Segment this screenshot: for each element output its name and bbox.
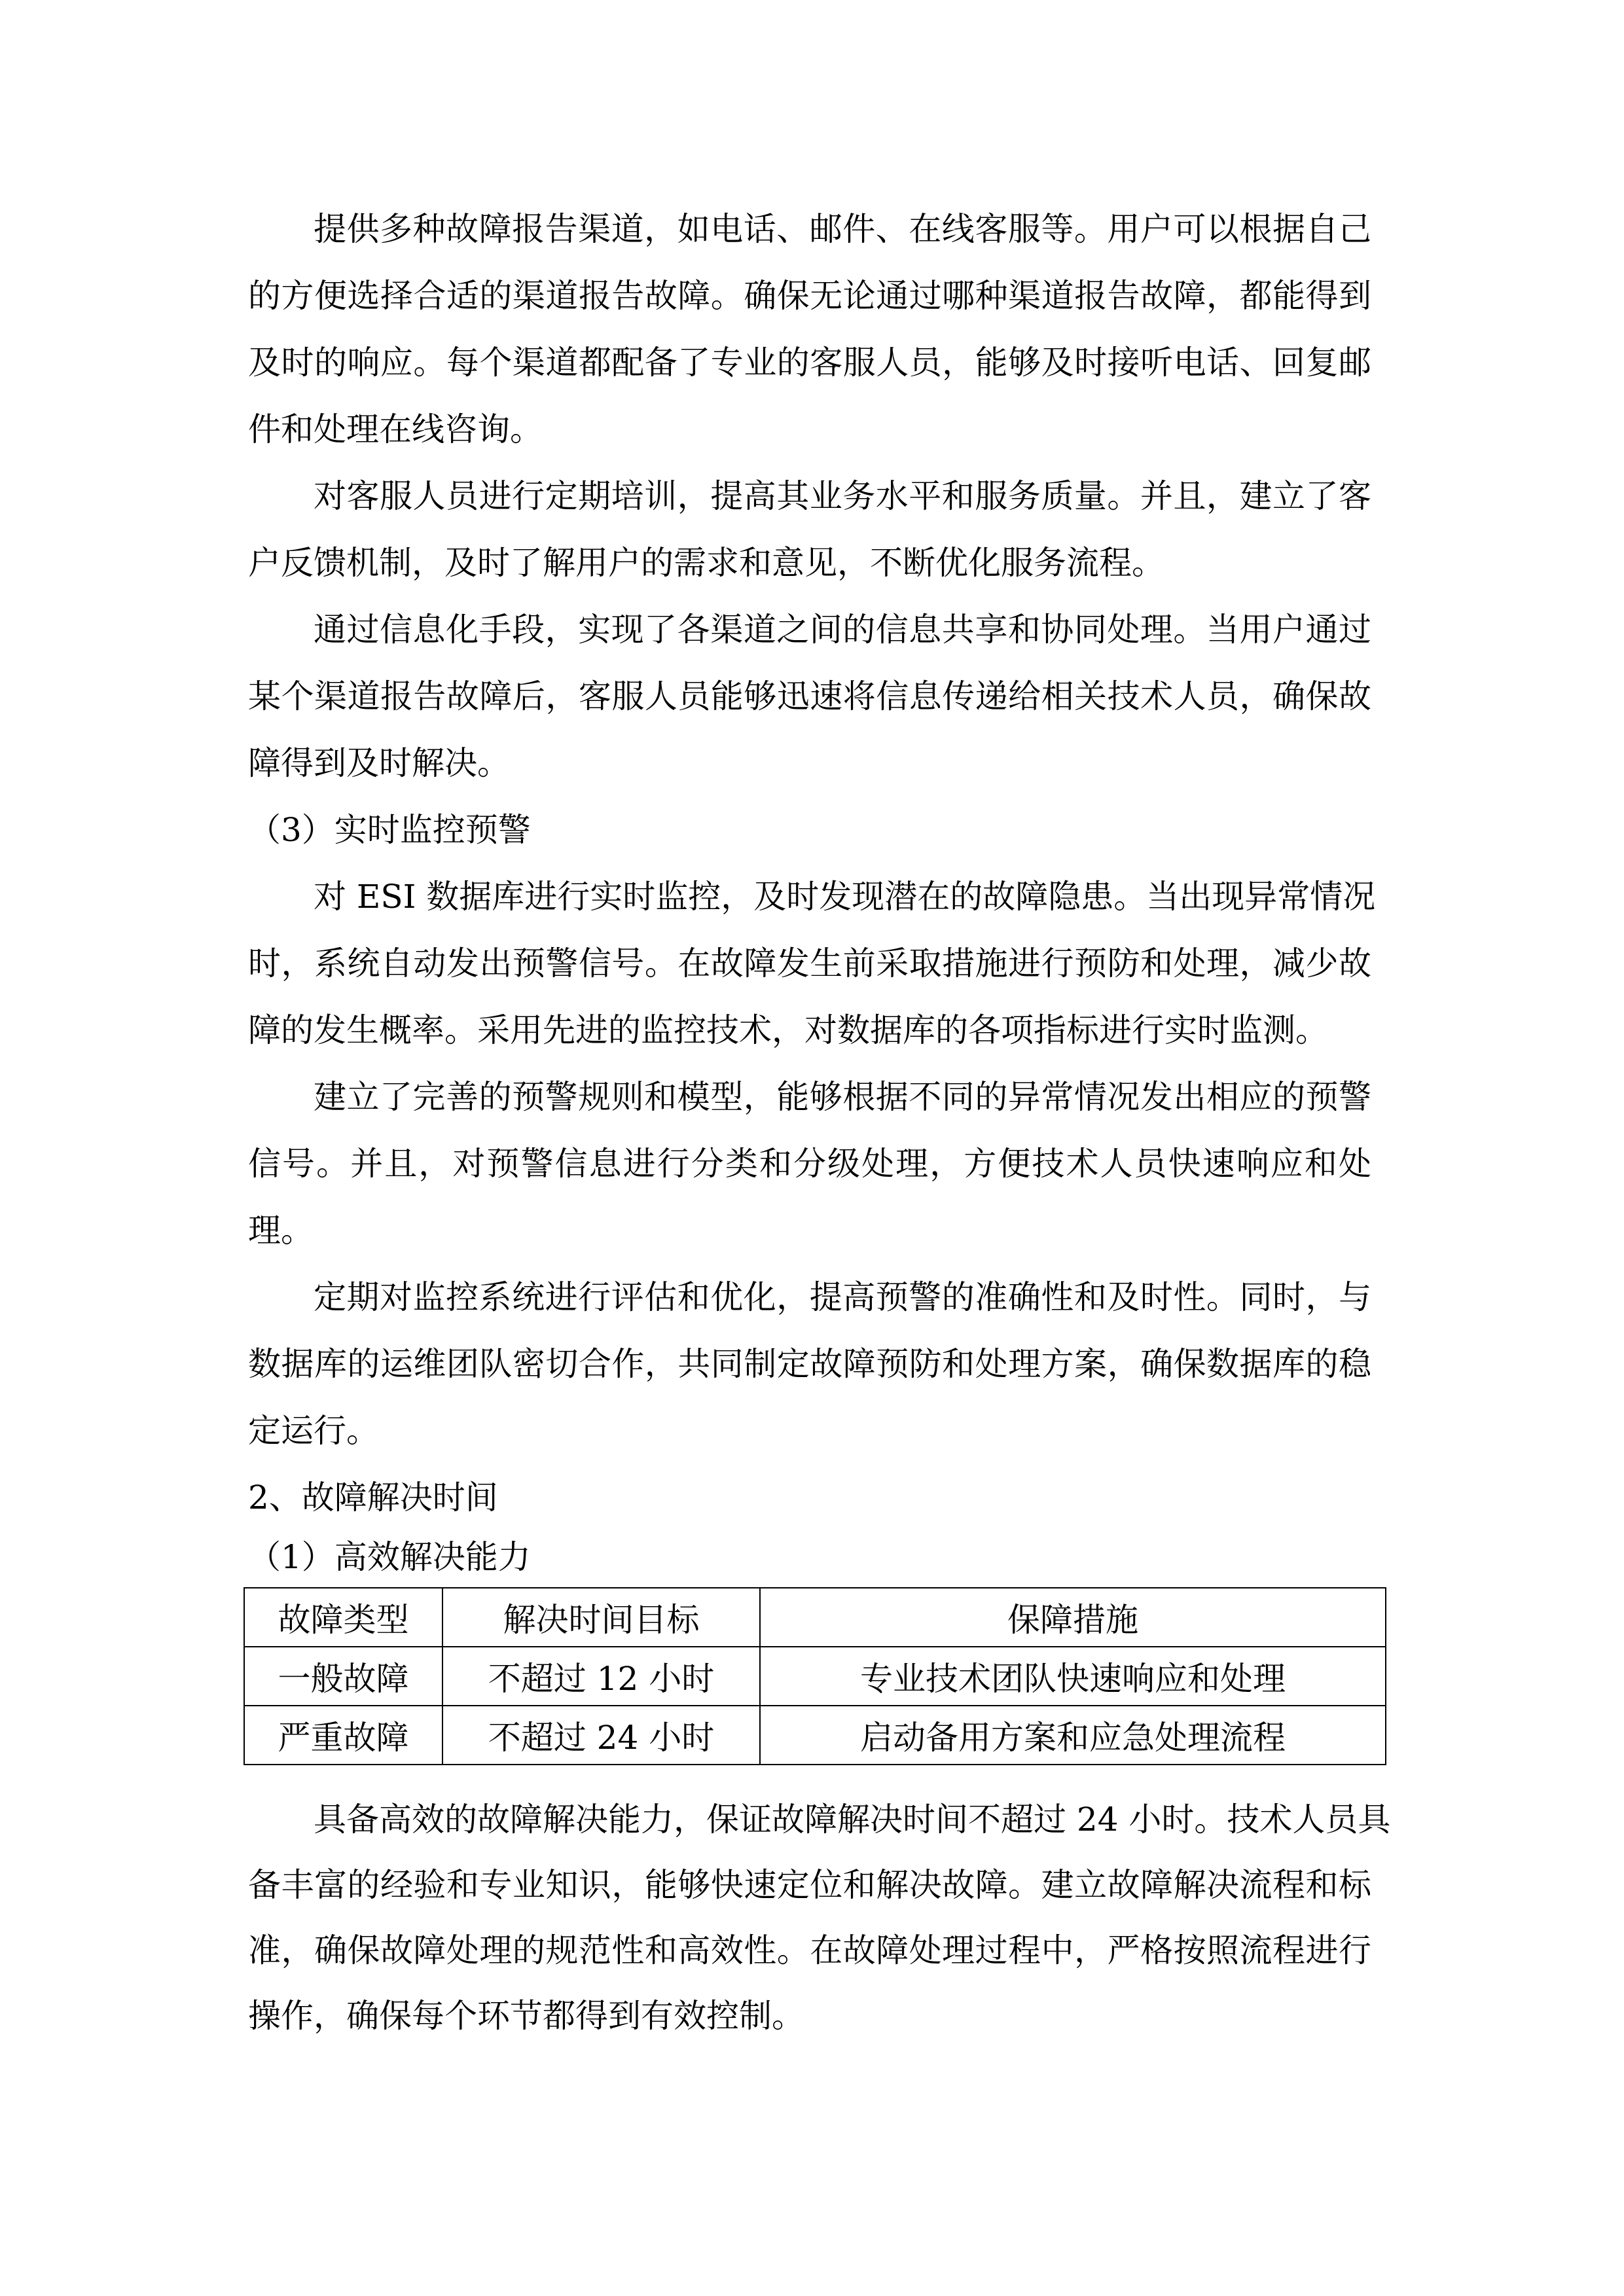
paragraph <box>248 1064 1371 1264</box>
paragraph-after-table <box>248 1787 1391 2049</box>
section-heading: 2、故障解决时间 <box>248 1479 498 1516</box>
table-cell: 专业技术团队快速响应和处理 <box>760 1647 1386 1706</box>
text-line: 对 ESI 数据库进行实时监控，及时发现潜在的故障隐患。当出现异常情况 <box>314 878 1376 916</box>
text-line: 具备高效的故障解决能力，保证故障解决时间不超过 24 小时。技术人员具 <box>314 1801 1391 1839</box>
fault-resolution-table <box>244 1587 1386 1765</box>
text-line: 某个渠道报告故障后，客服人员能够迅速将信息传递给相关技术人员，确保故 <box>248 677 1371 715</box>
table-row <box>244 1706 1386 1765</box>
section-heading: （3）实时监控预警 <box>248 811 531 849</box>
text-line: 准，确保故障处理的规范性和高效性。在故障处理过程中，严格按照流程进行 <box>248 1931 1371 1969</box>
table-row <box>244 1647 1386 1706</box>
paragraph <box>248 863 1376 1064</box>
paragraph <box>248 463 1371 596</box>
text-line: 障的发生概率。采用先进的监控技术，对数据库的各项指标进行实时监测。 <box>248 1011 1328 1049</box>
text-line: 件和处理在线咨询。 <box>248 410 543 448</box>
text-line: 理。 <box>248 1211 314 1249</box>
header-resolution-target: 解决时间目标 <box>442 1588 760 1647</box>
text-line: 通过信息化手段，实现了各渠道之间的信息共享和协同处理。当用户通过 <box>314 611 1371 649</box>
text-line: 时，系统自动发出预警信号。在故障发生前采取措施进行预防和处理，减少故 <box>248 944 1371 982</box>
text-line: 障得到及时解决。 <box>248 744 510 782</box>
header-fault-type: 故障类型 <box>244 1588 442 1647</box>
text-line: 及时的响应。每个渠道都配备了专业的客服人员，能够及时接听电话、回复邮 <box>248 344 1371 382</box>
table-cell: 一般故障 <box>244 1647 442 1706</box>
table-cell: 启动备用方案和应急处理流程 <box>760 1706 1386 1765</box>
text-line: 对客服人员进行定期培训，提高其业务水平和服务质量。并且，建立了客 <box>314 477 1371 515</box>
paragraph <box>248 196 1371 463</box>
table-cell: 不超过 12 小时 <box>442 1647 760 1706</box>
table-header-row <box>244 1588 1386 1647</box>
text-line: 信号。并且，对预警信息进行分类和分级处理，方便技术人员快速响应和处 <box>248 1145 1371 1183</box>
text-line: 户反馈机制，及时了解用户的需求和意见，不断优化服务流程。 <box>248 544 1164 582</box>
paragraph <box>248 596 1371 797</box>
text-line: 提供多种故障报告渠道，如电话、邮件、在线客服等。用户可以根据自己 <box>314 210 1371 248</box>
text-line: 建立了完善的预警规则和模型，能够根据不同的异常情况发出相应的预警 <box>314 1078 1371 1116</box>
text-line: 定运行。 <box>248 1412 379 1450</box>
text-line: 数据库的运维团队密切合作，共同制定故障预防和处理方案，确保数据库的稳 <box>248 1345 1371 1383</box>
paragraph <box>248 1264 1371 1464</box>
text-line: 定期对监控系统进行评估和优化，提高预警的准确性和及时性。同时，与 <box>314 1278 1371 1316</box>
text-line: 操作，确保每个环节都得到有效控制。 <box>248 1997 804 2035</box>
body-text <box>248 196 1376 1531</box>
subheading-efficient-resolution: （1）高效解决能力 <box>248 1538 531 1576</box>
text-line: 的方便选择合适的渠道报告故障。确保无论通过哪种渠道报告故障，都能得到 <box>248 277 1371 315</box>
header-measures: 保障措施 <box>760 1588 1386 1647</box>
text-line: 备丰富的经验和专业知识，能够快速定位和解决故障。建立故障解决流程和标 <box>248 1866 1371 1904</box>
table-cell: 不超过 24 小时 <box>442 1706 760 1765</box>
table-cell: 严重故障 <box>244 1706 442 1765</box>
